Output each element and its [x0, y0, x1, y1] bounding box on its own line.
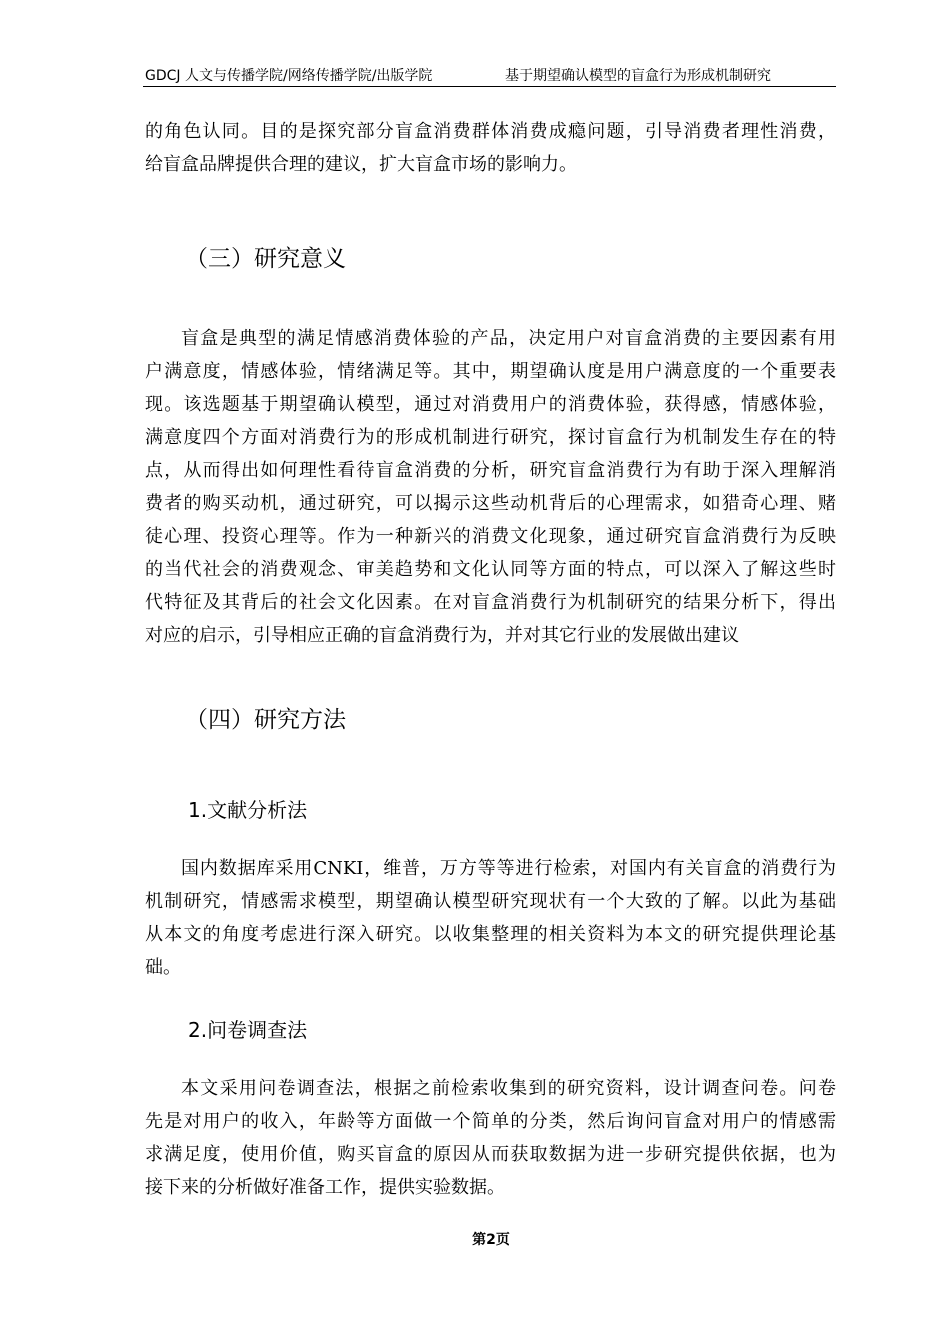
text-line: 国内数据库采用CNKI，维普，万方等等进行检索，对国内有关盲盒的消费行为 [181, 858, 836, 879]
text-line: 点，从而得出如何理性看待盲盒消费的分析，研究盲盒消费行为有助于深入理解消 [145, 460, 836, 481]
text-line: 满意度四个方面对消费行为的形成机制进行研究，探讨盲盒行为机制发生存在的特 [145, 427, 836, 448]
text-line: 本文采用问卷调查法，根据之前检索收集到的研究资料，设计调查问卷。问卷 [181, 1078, 836, 1099]
text-line: 户满意度，情感体验，情绪满足等。其中，期望确认度是用户满意度的一个重要表 [145, 361, 836, 382]
header-thesis-title: 基于期望确认模型的盲盒行为形成机制研究 [505, 68, 771, 84]
text-line: 接下来的分析做好准备工作，提供实验数据。 [145, 1177, 505, 1198]
page-number: 第2页 [472, 1232, 510, 1248]
section-heading-research-significance: （三）研究意义 [185, 246, 346, 272]
paragraph-questionnaire-survey [145, 1072, 836, 1204]
text-line: 徒心理、投资心理等。作为一种新兴的消费文化现象，通过研究盲盒消费行为反映 [145, 526, 836, 547]
paragraph-continued [145, 115, 836, 181]
subheading-questionnaire-survey: 2.问卷调查法 [188, 1018, 308, 1042]
text-line: 代特征及其背后的社会文化因素。在对盲盒消费行为机制研究的结果分析下，得出 [145, 592, 836, 613]
text-line: 础。 [145, 957, 181, 978]
text-line: 机制研究，情感需求模型，期望确认模型研究现状有一个大致的了解。以此为基础 [145, 891, 836, 912]
text-line: 费者的购买动机，通过研究，可以揭示这些动机背后的心理需求，如猎奇心理、赌 [145, 493, 836, 514]
header-institution: GDCJ 人文与传播学院/网络传播学院/出版学院 [145, 68, 433, 84]
section-heading-research-methods: （四）研究方法 [185, 707, 346, 733]
text-line: 盲盒是典型的满足情感消费体验的产品，决定用户对盲盒消费的主要因素有用 [181, 328, 836, 349]
text-line: 的当代社会的消费观念、审美趋势和文化认同等方面的特点，可以深入了解这些时 [145, 559, 836, 580]
paragraph-literature-analysis [145, 852, 836, 984]
text-line: 先是对用户的收入，年龄等方面做一个简单的分类，然后询问盲盒对用户的情感需 [145, 1111, 836, 1132]
text-line: 给盲盒品牌提供合理的建议，扩大盲盒市场的影响力。 [145, 154, 577, 175]
text-line: 对应的启示，引导相应正确的盲盒消费行为，并对其它行业的发展做出建议 [145, 625, 739, 646]
text-line: 现。该选题基于期望确认模型，通过对消费用户的消费体验，获得感，情感体验， [145, 394, 836, 415]
subheading-literature-analysis: 1.文献分析法 [188, 798, 308, 822]
header-rule [143, 86, 836, 87]
text-line: 的角色认同。目的是探究部分盲盒消费群体消费成瘾问题，引导消费者理性消费， [145, 121, 836, 142]
text-line: 从本文的角度考虑进行深入研究。以收集整理的相关资料为本文的研究提供理论基 [145, 924, 836, 945]
paragraph-research-significance [145, 322, 836, 652]
text-line: 求满足度，使用价值，购买盲盒的原因从而获取数据为进一步研究提供依据，也为 [145, 1144, 836, 1165]
